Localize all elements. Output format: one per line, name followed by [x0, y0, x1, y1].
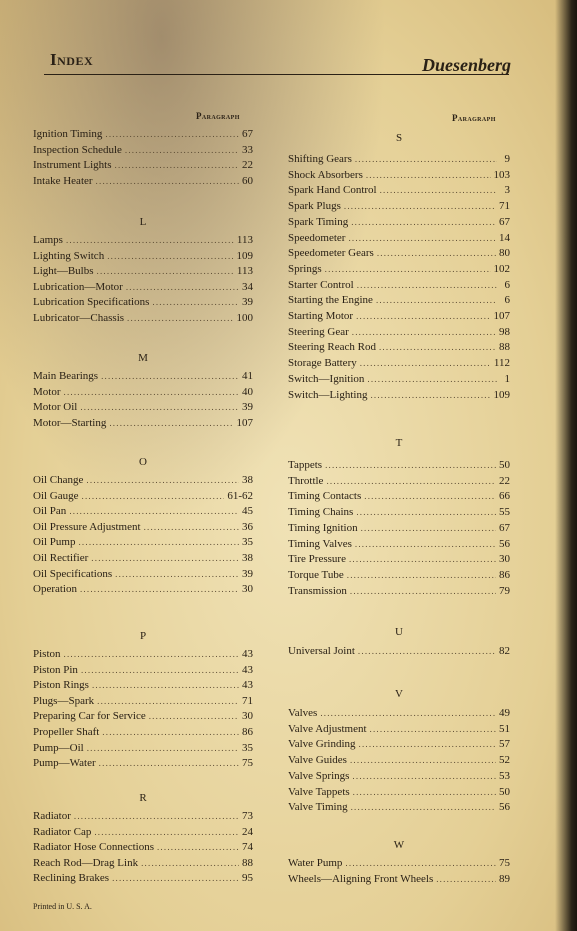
index-entry [33, 386, 253, 401]
entry-term: Transmission [288, 584, 347, 597]
entry-paragraph-number: 73 [242, 810, 253, 822]
dot-leader [357, 280, 497, 290]
dot-leader [352, 327, 496, 337]
entry-term: Spark Timing [288, 215, 349, 228]
entry-paragraph-number: 35 [242, 741, 253, 754]
entry-paragraph-number: 79 [499, 584, 510, 597]
entry-paragraph-number: 24 [242, 825, 253, 838]
entry-term: Lamps [33, 234, 63, 246]
entry-term: Valve Adjustment [288, 722, 367, 735]
entry-paragraph-number: 89 [499, 872, 510, 885]
entry-term: Motor [33, 385, 61, 398]
index-entry [288, 723, 510, 738]
entry-paragraph-number: 56 [499, 801, 510, 814]
dot-leader [359, 739, 496, 749]
index-entry [33, 857, 253, 872]
entry-term: Reach Rod—Drag Link [33, 856, 139, 869]
dot-leader [377, 248, 496, 258]
header-title: Duesenberg [422, 55, 511, 75]
entry-term: Instrument Lights [33, 159, 112, 172]
entry-term: Pump—Water [33, 757, 96, 770]
dot-leader [344, 201, 496, 211]
index-entry [288, 522, 510, 537]
dot-leader [350, 755, 496, 765]
entry-term: Shock Absorbers [288, 168, 363, 181]
entry-term: Lighting Switch [33, 249, 105, 262]
right-column [288, 0, 510, 931]
index-entry [33, 726, 253, 741]
footer-printed: Printed in U. S. A. [33, 902, 92, 911]
index-entry [288, 326, 510, 341]
index-entry [33, 490, 253, 505]
entry-paragraph-number: 52 [499, 754, 510, 767]
entry-paragraph-number: 80 [499, 247, 510, 260]
entry-term: Oil Pump [33, 536, 76, 549]
section-letter: M [138, 352, 148, 364]
entry-paragraph-number: 39 [242, 401, 253, 414]
entry-term: Reclining Brakes [33, 872, 110, 885]
entry-term: Oil Pressure Adjustment [33, 520, 141, 533]
dot-leader [107, 251, 233, 261]
dot-leader [326, 476, 496, 486]
entry-paragraph-number: 34 [242, 280, 253, 293]
entry-term: Springs [288, 262, 322, 275]
dot-leader [102, 727, 239, 737]
index-entry [288, 310, 510, 325]
dot-leader [360, 358, 491, 368]
entry-paragraph-number: 67 [242, 128, 253, 140]
index-entry [33, 710, 253, 725]
entry-paragraph-number: 49 [499, 707, 510, 719]
entry-paragraph-number: 107 [493, 310, 510, 322]
index-entry [33, 128, 253, 143]
index-entry [33, 312, 253, 327]
dot-leader [355, 539, 496, 549]
index-entry [33, 505, 253, 520]
dot-leader [81, 665, 239, 675]
dot-leader [351, 802, 496, 812]
dot-leader [127, 313, 233, 323]
entry-paragraph-number: 67 [499, 215, 510, 228]
entry-paragraph-number: 86 [499, 568, 510, 581]
dot-leader [78, 537, 239, 547]
entry-term: Oil Specifications [33, 567, 113, 580]
header-index: Index [50, 50, 94, 69]
entry-term: Motor Oil [33, 401, 78, 414]
entry-term: Valve Springs [288, 769, 350, 782]
entry-term: Starting Motor [288, 310, 354, 322]
entry-term: Operation [33, 583, 77, 596]
entry-paragraph-number: 6 [504, 278, 510, 291]
section-letter: L [139, 216, 147, 228]
dot-leader [358, 646, 496, 656]
entry-term: Throttle [288, 474, 324, 487]
entry-term: Valve Grinding [288, 738, 356, 751]
left-column [33, 0, 253, 931]
entry-term: Starting the Engine [288, 294, 373, 307]
dot-leader [345, 858, 496, 868]
entry-paragraph-number: 109 [236, 249, 253, 262]
entry-term: Tappets [288, 459, 323, 471]
entry-term: Steering Reach Rod [288, 341, 376, 354]
entry-paragraph-number: 6 [504, 294, 510, 307]
entry-paragraph-number: 30 [499, 553, 510, 566]
entry-paragraph-number: 35 [242, 536, 253, 549]
index-entry [33, 826, 253, 841]
dot-leader [325, 264, 491, 274]
section-letter: U [395, 626, 403, 638]
entry-term: Steering Gear [288, 325, 349, 338]
dot-leader [355, 154, 497, 164]
entry-term: Torque Tube [288, 568, 344, 581]
entry-paragraph-number: 1 [504, 372, 510, 385]
dot-leader [109, 418, 233, 428]
index-entry [288, 341, 510, 356]
dot-leader [152, 297, 239, 307]
entry-paragraph-number: 102 [493, 262, 510, 275]
entry-paragraph-number: 33 [242, 143, 253, 156]
index-entry [288, 184, 510, 199]
entry-term: Valve Tappets [288, 785, 350, 798]
dot-leader [94, 827, 239, 837]
entry-term: Lubrication Specifications [33, 296, 150, 309]
dot-leader [69, 506, 239, 516]
entry-term: Pump—Oil [33, 741, 84, 754]
index-entry [288, 200, 510, 215]
dot-leader [141, 858, 239, 868]
index-entry [288, 263, 510, 278]
index-entry [33, 521, 253, 536]
section-letter: W [393, 839, 405, 851]
entry-paragraph-number: 56 [499, 537, 510, 550]
dot-leader [379, 342, 496, 352]
dot-leader [349, 554, 496, 564]
entry-paragraph-number: 40 [242, 385, 253, 398]
entry-term: Motor—Starting [33, 416, 107, 429]
index-entry [33, 250, 253, 265]
entry-paragraph-number: 61-62 [227, 489, 253, 502]
entry-term: Universal Joint [288, 645, 355, 657]
index-entry [288, 294, 510, 309]
dot-leader [87, 743, 239, 753]
dot-leader [380, 185, 497, 195]
dot-leader [82, 491, 225, 501]
entry-paragraph-number: 43 [242, 679, 253, 692]
entry-paragraph-number: 60 [242, 174, 253, 187]
entry-term: Plugs—Spark [33, 694, 95, 707]
entry-paragraph-number: 113 [236, 234, 253, 246]
dot-leader [96, 176, 239, 186]
dot-leader [325, 460, 496, 470]
entry-term: Oil Change [33, 474, 84, 486]
index-entry [33, 265, 253, 280]
index-entry [288, 801, 510, 816]
entry-term: Oil Pan [33, 505, 67, 518]
dot-leader [92, 680, 239, 690]
index-entry [33, 568, 253, 583]
index-entry [288, 475, 510, 490]
dot-leader [370, 724, 496, 734]
entry-term: Intake Heater [33, 174, 93, 187]
entry-paragraph-number: 55 [499, 506, 510, 519]
entry-paragraph-number: 22 [499, 474, 510, 487]
entry-term: Water Pump [288, 857, 343, 869]
dot-leader [97, 696, 239, 706]
entry-term: Wheels—Aligning Front Wheels [288, 872, 434, 885]
entry-term: Starter Control [288, 278, 354, 291]
index-entry [288, 553, 510, 568]
section-letter: V [395, 688, 403, 700]
entry-paragraph-number: 57 [499, 738, 510, 751]
index-entry [288, 738, 510, 753]
entry-term: Lubricator—Chassis [33, 312, 125, 324]
index-entry [33, 648, 253, 663]
entry-term: Spark Hand Control [288, 184, 377, 197]
index-entry [288, 490, 510, 505]
entry-paragraph-number: 66 [499, 490, 510, 503]
index-entry [33, 159, 253, 174]
entry-term: Speedometer Gears [288, 247, 374, 260]
dot-leader [91, 553, 239, 563]
entry-term: Valve Guides [288, 754, 347, 767]
entry-term: Timing Chains [288, 506, 354, 519]
dot-leader [320, 708, 496, 718]
dot-leader [352, 771, 496, 781]
index-entry [288, 585, 510, 600]
entry-paragraph-number: 71 [242, 694, 253, 707]
entry-paragraph-number: 75 [499, 857, 510, 869]
dot-leader [64, 387, 240, 397]
entry-paragraph-number: 22 [242, 159, 253, 172]
entry-paragraph-number: 88 [499, 341, 510, 354]
index-entry [288, 645, 510, 660]
entry-paragraph-number: 43 [242, 663, 253, 676]
index-entry [33, 536, 253, 551]
dot-leader [99, 758, 239, 768]
dot-leader [144, 522, 239, 532]
entry-paragraph-number: 9 [504, 153, 510, 165]
index-entry [33, 234, 253, 249]
dot-leader [367, 374, 497, 384]
entry-term: Timing Valves [288, 537, 352, 550]
dot-leader [115, 160, 239, 170]
entry-paragraph-number: 74 [242, 841, 253, 854]
entry-term: Preparing Car for Service [33, 710, 146, 723]
index-entry [288, 459, 510, 474]
entry-paragraph-number: 113 [236, 265, 253, 278]
index-entry [288, 538, 510, 553]
entry-paragraph-number: 67 [499, 521, 510, 534]
dot-leader [125, 145, 239, 155]
entry-term: Radiator [33, 810, 71, 822]
index-entry [33, 370, 253, 385]
entry-paragraph-number: 36 [242, 520, 253, 533]
dot-leader [364, 491, 496, 501]
page-edge-shadow [555, 0, 577, 931]
index-entry [33, 695, 253, 710]
entry-paragraph-number: 39 [242, 296, 253, 309]
entry-paragraph-number: 14 [499, 231, 510, 244]
index-entry [288, 786, 510, 801]
index-entry [288, 153, 510, 168]
entry-term: Radiator Cap [33, 825, 92, 838]
entry-paragraph-number: 75 [242, 757, 253, 770]
entry-paragraph-number: 82 [499, 645, 510, 657]
entry-term: Timing Contacts [288, 490, 362, 503]
column-header: Paragraph [452, 113, 496, 123]
dot-leader [112, 873, 239, 883]
entry-paragraph-number: 86 [242, 726, 253, 738]
index-entry [33, 281, 253, 296]
entry-term: Spark Plugs [288, 200, 341, 213]
index-entry [33, 583, 253, 598]
entry-paragraph-number: 50 [499, 785, 510, 798]
entry-paragraph-number: 30 [242, 710, 253, 723]
index-entry [288, 232, 510, 247]
index-entry [33, 841, 253, 856]
index-entry [288, 279, 510, 294]
dot-leader [105, 129, 239, 139]
index-entry [288, 857, 510, 872]
index-entry [33, 679, 253, 694]
index-entry [288, 169, 510, 184]
entry-paragraph-number: 45 [242, 505, 253, 518]
entry-term: Tire Pressure [288, 553, 346, 566]
entry-paragraph-number: 100 [236, 312, 253, 324]
column-header: Paragraph [196, 111, 240, 121]
entry-term: Propeller Shaft [33, 726, 100, 738]
entry-paragraph-number: 43 [242, 648, 253, 660]
entry-paragraph-number: 51 [499, 722, 510, 735]
dot-leader [356, 507, 496, 517]
dot-leader [347, 570, 496, 580]
entry-paragraph-number: 53 [499, 769, 510, 782]
dot-leader [64, 649, 239, 659]
entry-term: Valves [288, 707, 318, 719]
entry-paragraph-number: 30 [242, 583, 253, 596]
dot-leader [366, 170, 491, 180]
entry-paragraph-number: 50 [499, 459, 510, 471]
dot-leader [353, 787, 496, 797]
index-entry [33, 417, 253, 432]
dot-leader [86, 475, 239, 485]
entry-term: Piston [33, 648, 61, 660]
entry-term: Radiator Hose Connections [33, 841, 154, 854]
entry-term: Storage Battery [288, 357, 357, 370]
entry-paragraph-number: 112 [493, 357, 510, 370]
index-entry [33, 810, 253, 825]
index-entry [33, 872, 253, 887]
index-entry [288, 216, 510, 231]
entry-term: Ignition Timing [33, 128, 103, 140]
entry-term: Main Bearings [33, 370, 99, 382]
dot-leader [74, 811, 239, 821]
index-entry [288, 770, 510, 785]
section-letter: T [395, 437, 403, 449]
index-entry [33, 742, 253, 757]
index-entry [33, 144, 253, 159]
dot-leader [115, 569, 239, 579]
index-entry [288, 389, 510, 404]
section-letter: P [139, 630, 147, 642]
section-letter: O [139, 456, 147, 468]
entry-term: Oil Rectifier [33, 552, 89, 564]
entry-term: Piston Rings [33, 679, 89, 692]
entry-paragraph-number: 88 [242, 856, 253, 869]
section-letter: S [395, 132, 403, 144]
entry-paragraph-number: 39 [242, 567, 253, 580]
entry-term: Timing Ignition [288, 521, 358, 534]
index-entry [33, 757, 253, 772]
entry-paragraph-number: 3 [504, 184, 510, 197]
entry-term: Valve Timing [288, 801, 348, 814]
entry-paragraph-number: 95 [242, 872, 253, 885]
index-entry [33, 401, 253, 416]
index-entry [288, 357, 510, 372]
dot-leader [157, 842, 239, 852]
index-entry [33, 474, 253, 489]
index-entry [288, 506, 510, 521]
entry-term: Lubrication—Motor [33, 280, 123, 293]
dot-leader [350, 586, 496, 596]
index-entry [33, 552, 253, 567]
index-entry [288, 569, 510, 584]
entry-paragraph-number: 38 [242, 474, 253, 486]
entry-term: Shifting Gears [288, 153, 352, 165]
index-entry [288, 754, 510, 769]
dot-leader [370, 390, 490, 400]
dot-leader [66, 235, 234, 245]
entry-term: Speedometer [288, 231, 346, 244]
entry-paragraph-number: 41 [242, 370, 253, 382]
dot-leader [97, 266, 234, 276]
dot-leader [348, 233, 496, 243]
entry-term: Piston Pin [33, 663, 78, 676]
dot-leader [80, 584, 239, 594]
entry-paragraph-number: 109 [493, 388, 510, 401]
dot-leader [361, 523, 496, 533]
entry-paragraph-number: 103 [493, 168, 510, 181]
dot-leader [351, 217, 496, 227]
dot-leader [101, 371, 239, 381]
entry-paragraph-number: 107 [236, 416, 253, 429]
index-entry [288, 373, 510, 388]
entry-term: Oil Gauge [33, 489, 79, 502]
index-entry [33, 175, 253, 190]
dot-leader [149, 711, 239, 721]
entry-paragraph-number: 38 [242, 552, 253, 564]
index-entry [288, 707, 510, 722]
entry-term: Switch—Lighting [288, 388, 368, 401]
section-letter: R [139, 792, 147, 804]
index-entry [33, 664, 253, 679]
dot-leader [126, 282, 239, 292]
entry-term: Inspection Schedule [33, 143, 122, 156]
entry-term: Light—Bulbs [33, 265, 94, 278]
dot-leader [436, 874, 496, 884]
dot-leader [356, 311, 490, 321]
dot-leader [376, 295, 497, 305]
entry-term: Switch—Ignition [288, 372, 365, 385]
index-entry [33, 296, 253, 311]
entry-paragraph-number: 98 [499, 325, 510, 338]
dot-leader [80, 402, 239, 412]
index-entry [288, 873, 510, 888]
index-entry [288, 247, 510, 262]
entry-paragraph-number: 71 [499, 200, 510, 213]
